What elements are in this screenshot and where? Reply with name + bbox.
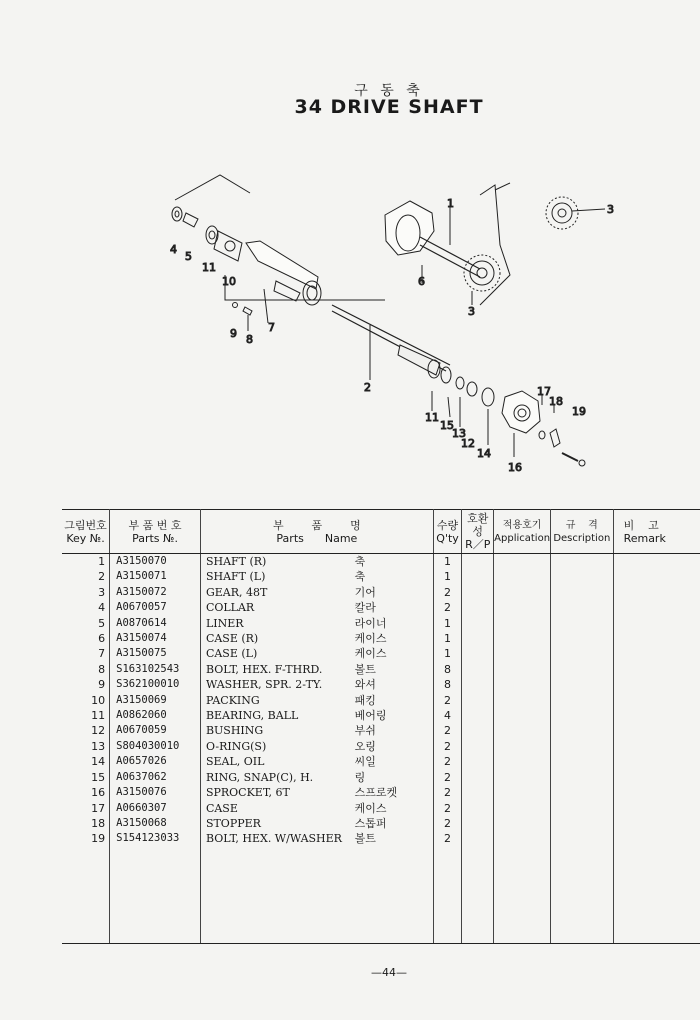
exploded-parts-diagram (150, 165, 620, 485)
row-key: 8 (62, 662, 110, 677)
row-description (551, 631, 614, 646)
row-qty: 1 (433, 554, 461, 570)
table-filler-cell (200, 847, 354, 944)
callout-4: 4 (170, 243, 177, 256)
row-part-name: COLLAR (205, 601, 255, 615)
row-part-name: WASHER, SPR. 2-TY. (205, 678, 323, 692)
row-part-name-ko: 볼트 (355, 662, 434, 677)
row-part-name-ko: 기어 (355, 585, 434, 600)
row-part-name: SHAFT (R) (205, 555, 267, 568)
row-rp (462, 616, 494, 631)
row-part-no: A3150070 (110, 554, 201, 570)
row-rp (462, 554, 494, 570)
row-application (494, 785, 551, 800)
row-part-name: STOPPER (205, 816, 261, 830)
col-part-name (200, 510, 433, 554)
row-part-name: SPROCKET, 6T (205, 786, 290, 800)
row-key: 2 (62, 569, 110, 584)
row-remark (613, 723, 700, 738)
row-rp (462, 785, 494, 800)
row-rp (462, 708, 494, 723)
callout-1: 1 (447, 197, 454, 210)
callout-14: 14 (477, 447, 491, 460)
table-row (62, 554, 700, 570)
callout-17: 17 (537, 385, 551, 398)
row-qty: 1 (433, 616, 461, 631)
row-application (494, 831, 551, 846)
row-part-name-ko: 볼트 (355, 831, 434, 846)
callout-15: 15 (440, 419, 454, 432)
row-key: 13 (62, 739, 110, 754)
row-remark (613, 554, 700, 570)
col-remark-en: Remark (623, 531, 666, 545)
row-application (494, 754, 551, 769)
row-part-name-ko: 케이스 (355, 646, 434, 661)
table-row (62, 801, 700, 816)
row-part-name-ko: 링 (355, 770, 434, 785)
row-part-name: BOLT, HEX. W/WASHER (205, 832, 342, 846)
row-part-no: A0670059 (110, 723, 201, 738)
row-part-name: CASE (R) (205, 632, 259, 646)
table-row (62, 739, 700, 754)
row-remark (613, 801, 700, 816)
col-rp-ko: 호환성 (467, 512, 489, 538)
table-filler-cell (462, 847, 494, 944)
row-application (494, 569, 551, 584)
row-part-name-ko: 스톱퍼 (355, 816, 434, 831)
row-description (551, 585, 614, 600)
row-rp (462, 646, 494, 661)
row-description (551, 616, 614, 631)
row-description (551, 754, 614, 769)
table-filler-cell (613, 847, 700, 944)
row-part-no: S163102543 (110, 662, 201, 677)
row-part-no: A3150074 (110, 631, 201, 646)
row-key: 1 (62, 554, 110, 570)
row-remark (613, 708, 700, 723)
row-part-no: A0637062 (110, 770, 201, 785)
parts-table-body (62, 554, 700, 944)
page-number: —44— (371, 966, 407, 979)
table-row (62, 770, 700, 785)
row-remark (613, 785, 700, 800)
table-filler-cell (494, 847, 551, 944)
row-part-no: A0870614 (110, 616, 201, 631)
row-remark (613, 693, 700, 708)
row-part-name: GEAR, 48T (205, 585, 268, 599)
row-part-no: A3150069 (110, 693, 201, 708)
col-application (494, 510, 551, 554)
row-key: 17 (62, 801, 110, 816)
row-qty: 2 (433, 600, 461, 615)
callout-2: 2 (364, 381, 371, 394)
row-application (494, 677, 551, 692)
row-description (551, 770, 614, 785)
row-remark (613, 677, 700, 692)
row-remark (613, 616, 700, 631)
callout-10: 10 (222, 275, 236, 288)
table-row (62, 677, 700, 692)
col-part-name-en: Parts Name (276, 531, 358, 545)
row-qty: 1 (433, 569, 461, 584)
table-row (62, 785, 700, 800)
callout-9: 9 (230, 327, 237, 340)
row-part-no: A3150071 (110, 569, 201, 584)
table-filler-row (62, 847, 700, 944)
col-qty (433, 510, 461, 554)
table-filler-cell (62, 847, 110, 944)
row-application (494, 708, 551, 723)
row-description (551, 677, 614, 692)
row-remark (613, 831, 700, 846)
row-rp (462, 600, 494, 615)
table-row (62, 816, 700, 831)
table-filler-cell (355, 847, 434, 944)
row-part-name-ko: 오링 (355, 739, 434, 754)
row-description (551, 801, 614, 816)
row-application (494, 723, 551, 738)
col-key-en: Key №. (66, 531, 105, 545)
row-remark (613, 816, 700, 831)
callout-19: 19 (572, 405, 586, 418)
row-rp (462, 585, 494, 600)
row-remark (613, 662, 700, 677)
col-part-no-ko: 부 품 번 호 (128, 518, 182, 532)
row-key: 18 (62, 816, 110, 831)
parts-table (62, 509, 700, 944)
col-remark (613, 510, 700, 554)
table-filler-cell (433, 847, 461, 944)
row-application (494, 770, 551, 785)
row-key: 10 (62, 693, 110, 708)
callout-6: 6 (418, 275, 425, 288)
row-key: 11 (62, 708, 110, 723)
callout-7: 7 (268, 321, 275, 334)
row-rp (462, 662, 494, 677)
row-part-name-ko: 베어링 (355, 708, 434, 723)
row-qty: 2 (433, 785, 461, 800)
row-qty: 8 (433, 677, 461, 692)
col-application-en: Application (494, 532, 551, 544)
row-qty: 2 (433, 739, 461, 754)
row-part-name: CASE (L) (205, 647, 258, 661)
row-part-name: BOLT, HEX. F-THRD. (205, 662, 323, 676)
row-remark (613, 646, 700, 661)
row-description (551, 785, 614, 800)
table-row (62, 693, 700, 708)
row-application (494, 739, 551, 754)
callout-11: 11 (202, 261, 216, 274)
col-key (62, 510, 110, 554)
row-part-name-ko: 부쉬 (355, 723, 434, 738)
row-part-no: A0660307 (110, 801, 201, 816)
row-part-name-ko: 케이스 (355, 801, 434, 816)
col-description (551, 510, 614, 554)
row-remark (613, 585, 700, 600)
row-part-name-ko: 스프로켓 (355, 785, 434, 800)
row-part-name-ko: 씨일 (355, 754, 434, 769)
row-description (551, 646, 614, 661)
col-description-en: Description (553, 532, 611, 544)
row-part-name-ko: 축 (355, 554, 434, 570)
row-key: 16 (62, 785, 110, 800)
row-application (494, 631, 551, 646)
callout-3: 3 (607, 203, 614, 216)
row-application (494, 801, 551, 816)
col-qty-en: Q'ty (436, 531, 459, 545)
row-application (494, 585, 551, 600)
row-application (494, 616, 551, 631)
row-part-name-ko: 라이너 (355, 616, 434, 631)
row-part-name: BEARING, BALL (205, 709, 299, 723)
row-remark (613, 631, 700, 646)
col-part-name-ko: 부 품 명 (272, 518, 361, 532)
row-part-name: BUSHING (205, 724, 264, 738)
col-key-ko: 그림번호 (64, 518, 107, 532)
row-part-no: A0657026 (110, 754, 201, 769)
row-key: 7 (62, 646, 110, 661)
callout-5: 5 (185, 250, 192, 263)
row-remark (613, 739, 700, 754)
table-row (62, 631, 700, 646)
row-part-name: SHAFT (L) (205, 570, 266, 584)
table-header-row (62, 510, 700, 554)
row-remark (613, 600, 700, 615)
row-part-name-ko: 축 (355, 569, 434, 584)
row-qty: 8 (433, 662, 461, 677)
row-part-no: A0862060 (110, 708, 201, 723)
row-rp (462, 631, 494, 646)
row-rp (462, 723, 494, 738)
row-description (551, 693, 614, 708)
row-application (494, 662, 551, 677)
callout-12: 12 (461, 437, 475, 450)
row-key: 19 (62, 831, 110, 846)
table-row (62, 723, 700, 738)
row-qty: 2 (433, 585, 461, 600)
row-qty: 2 (433, 754, 461, 769)
callout-3b: 3 (468, 305, 475, 318)
table-filler-cell (110, 847, 201, 944)
row-key: 14 (62, 754, 110, 769)
table-row (62, 708, 700, 723)
page-title-korean: 구 동 축 (354, 83, 424, 99)
callout-11b: 11 (425, 411, 439, 424)
row-qty: 2 (433, 770, 461, 785)
table-row (62, 646, 700, 661)
table-filler-cell (551, 847, 614, 944)
row-application (494, 554, 551, 570)
row-rp (462, 816, 494, 831)
col-rp (462, 510, 494, 554)
row-rp (462, 770, 494, 785)
row-qty: 2 (433, 693, 461, 708)
row-rp (462, 569, 494, 584)
row-key: 3 (62, 585, 110, 600)
row-remark (613, 754, 700, 769)
row-description (551, 708, 614, 723)
row-application (494, 646, 551, 661)
row-key: 15 (62, 770, 110, 785)
row-part-name-ko: 케이스 (355, 631, 434, 646)
col-part-no (110, 510, 201, 554)
row-qty: 1 (433, 631, 461, 646)
table-row (62, 569, 700, 584)
row-part-name: RING, SNAP(C), H. (205, 770, 314, 784)
col-remark-ko: 비 고 (623, 518, 659, 532)
col-qty-ko: 수량 (436, 518, 459, 532)
row-application (494, 693, 551, 708)
row-description (551, 816, 614, 831)
row-rp (462, 739, 494, 754)
col-rp-en: R／P (465, 538, 491, 551)
row-part-name: PACKING (205, 693, 260, 707)
row-key: 9 (62, 677, 110, 692)
row-part-no: A3150076 (110, 785, 201, 800)
col-application-ko: 적용호기 (502, 519, 542, 531)
row-rp (462, 677, 494, 692)
row-rp (462, 754, 494, 769)
row-description (551, 569, 614, 584)
row-rp (462, 693, 494, 708)
row-part-no: S804030010 (110, 739, 201, 754)
row-part-no: S154123033 (110, 831, 201, 846)
row-part-no: S362100010 (110, 677, 201, 692)
row-description (551, 600, 614, 615)
row-part-no: A0670057 (110, 600, 201, 615)
table-row (62, 754, 700, 769)
row-qty: 2 (433, 816, 461, 831)
callout-18: 18 (549, 395, 563, 408)
row-description (551, 723, 614, 738)
table-row (62, 585, 700, 600)
row-part-name: O-RING(S) (205, 739, 267, 753)
row-qty: 2 (433, 831, 461, 846)
table-row (62, 831, 700, 846)
row-qty: 2 (433, 723, 461, 738)
row-part-name-ko: 와셔 (355, 677, 434, 692)
row-description (551, 831, 614, 846)
row-part-no: A3150072 (110, 585, 201, 600)
row-qty: 2 (433, 801, 461, 816)
callout-16: 16 (508, 461, 522, 474)
row-part-name: LINER (205, 616, 244, 630)
row-rp (462, 801, 494, 816)
table-row (62, 616, 700, 631)
row-rp (462, 831, 494, 846)
row-application (494, 600, 551, 615)
row-remark (613, 569, 700, 584)
row-description (551, 662, 614, 677)
row-key: 5 (62, 616, 110, 631)
row-part-name: SEAL, OIL (205, 755, 265, 769)
table-row (62, 662, 700, 677)
row-qty: 4 (433, 708, 461, 723)
col-description-ko: 규 격 (565, 519, 598, 531)
row-part-name: CASE (205, 801, 238, 815)
page-title: 34 DRIVE SHAFT (294, 96, 484, 118)
table-row (62, 600, 700, 615)
row-description (551, 554, 614, 570)
row-part-name-ko: 칼라 (355, 600, 434, 615)
callout-13: 13 (452, 427, 466, 440)
row-qty: 1 (433, 646, 461, 661)
row-remark (613, 770, 700, 785)
row-key: 6 (62, 631, 110, 646)
callout-8: 8 (246, 333, 253, 346)
row-description (551, 739, 614, 754)
row-part-name-ko: 패킹 (355, 693, 434, 708)
row-part-no: A3150075 (110, 646, 201, 661)
row-application (494, 816, 551, 831)
row-key: 4 (62, 600, 110, 615)
row-key: 12 (62, 723, 110, 738)
col-part-no-en: Parts №. (132, 531, 178, 545)
row-part-no: A3150068 (110, 816, 201, 831)
